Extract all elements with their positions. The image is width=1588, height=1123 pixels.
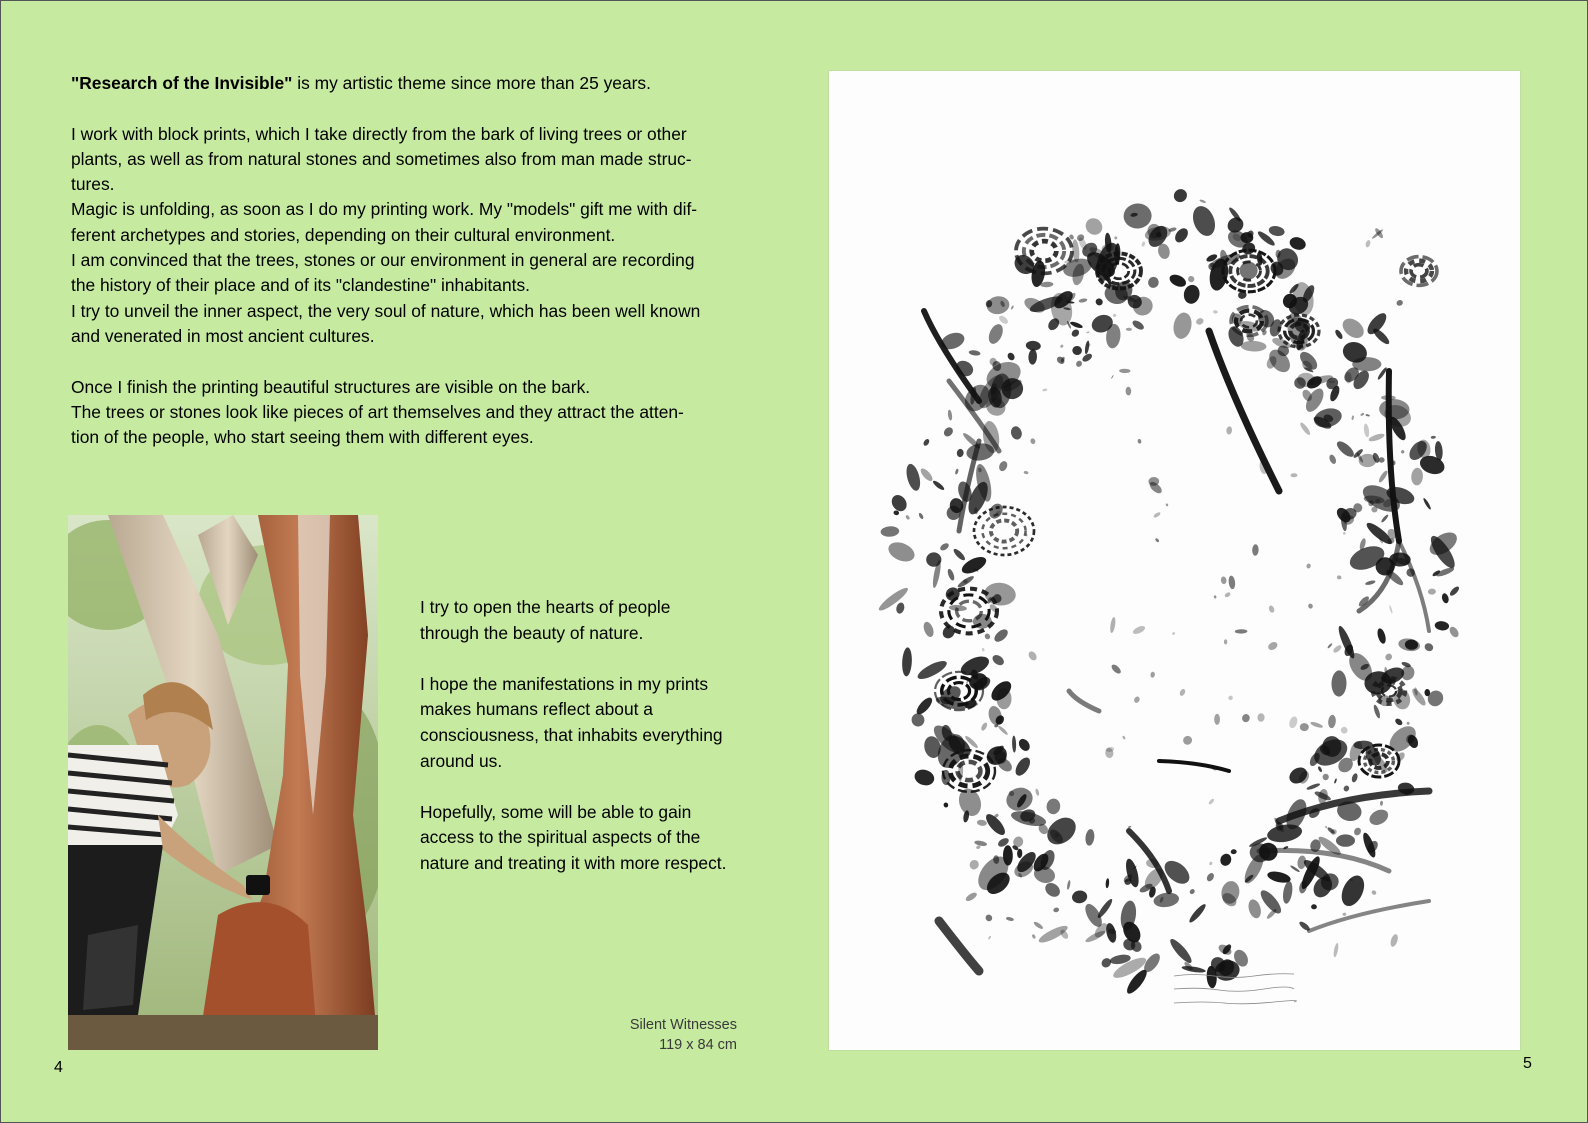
intro-title-rest: is my artistic theme since more than 25 years.: [292, 73, 651, 93]
intro-line: Magic is unfolding, as soon as I do my printing work. My "models" gift me with dif-: [71, 199, 698, 220]
side-line: nature and treating it with more respect.: [420, 852, 727, 873]
side-line: consciousness, that inhabits everything: [420, 724, 723, 745]
intro-line: tures.: [71, 174, 115, 195]
intro-bold-title: "Research of the Invisible": [71, 73, 293, 93]
side-line: makes humans reflect about a: [420, 699, 653, 720]
pencil-signature: [1174, 974, 1297, 1004]
intro-line: the history of their place and of its "clandestine" inhabitants.: [71, 275, 530, 296]
side-line: I try to open the hearts of people: [420, 597, 671, 617]
side-line: around us.: [420, 750, 503, 771]
intro-line: tion of the people, who start seeing them with different eyes.: [71, 427, 534, 448]
bark-print-image: [829, 71, 1520, 1050]
side-line: I hope the manifestations in my prints: [420, 673, 709, 694]
side-text: [420, 595, 765, 877]
intro-line: and venerated in most ancient cultures.: [71, 325, 375, 346]
intro-text: [71, 71, 741, 450]
intro-line: Once I finish the printing beautiful structures are visible on the bark.: [71, 376, 591, 397]
intro-heading: [71, 71, 741, 96]
artist-photo: [68, 515, 378, 1050]
page-number-left: 4: [54, 1059, 63, 1076]
intro-line: The trees or stones look like pieces of art themselves and they attract the atten-: [71, 401, 684, 422]
bark-print-artwork: [829, 71, 1520, 1050]
intro-line: ferent archetypes and stories, depending on their cultural environment.: [71, 224, 616, 245]
artwork-title: Silent Witnesses: [629, 1017, 737, 1033]
artwork-size: 119 x 84 cm: [659, 1037, 737, 1053]
side-line: through the beauty of nature.: [420, 622, 644, 643]
page-number-right: 5: [1523, 1055, 1532, 1072]
intro-line: I try to unveil the inner aspect, the very soul of nature, which has been well known: [71, 300, 701, 321]
intro-line: I work with block prints, which I take directly from the bark of living trees or other: [71, 123, 687, 144]
side-line: Hopefully, some will be able to gain: [420, 801, 692, 822]
intro-line: I am convinced that the trees, stones or our environment in general are recording: [71, 250, 695, 271]
intro-line: plants, as well as from natural stones and sometimes also from man made struc-: [71, 148, 692, 169]
artwork-caption: [560, 1015, 737, 1055]
side-line: access to the spiritual aspects of the: [420, 827, 701, 848]
artist-at-tree-image: [68, 515, 378, 1050]
